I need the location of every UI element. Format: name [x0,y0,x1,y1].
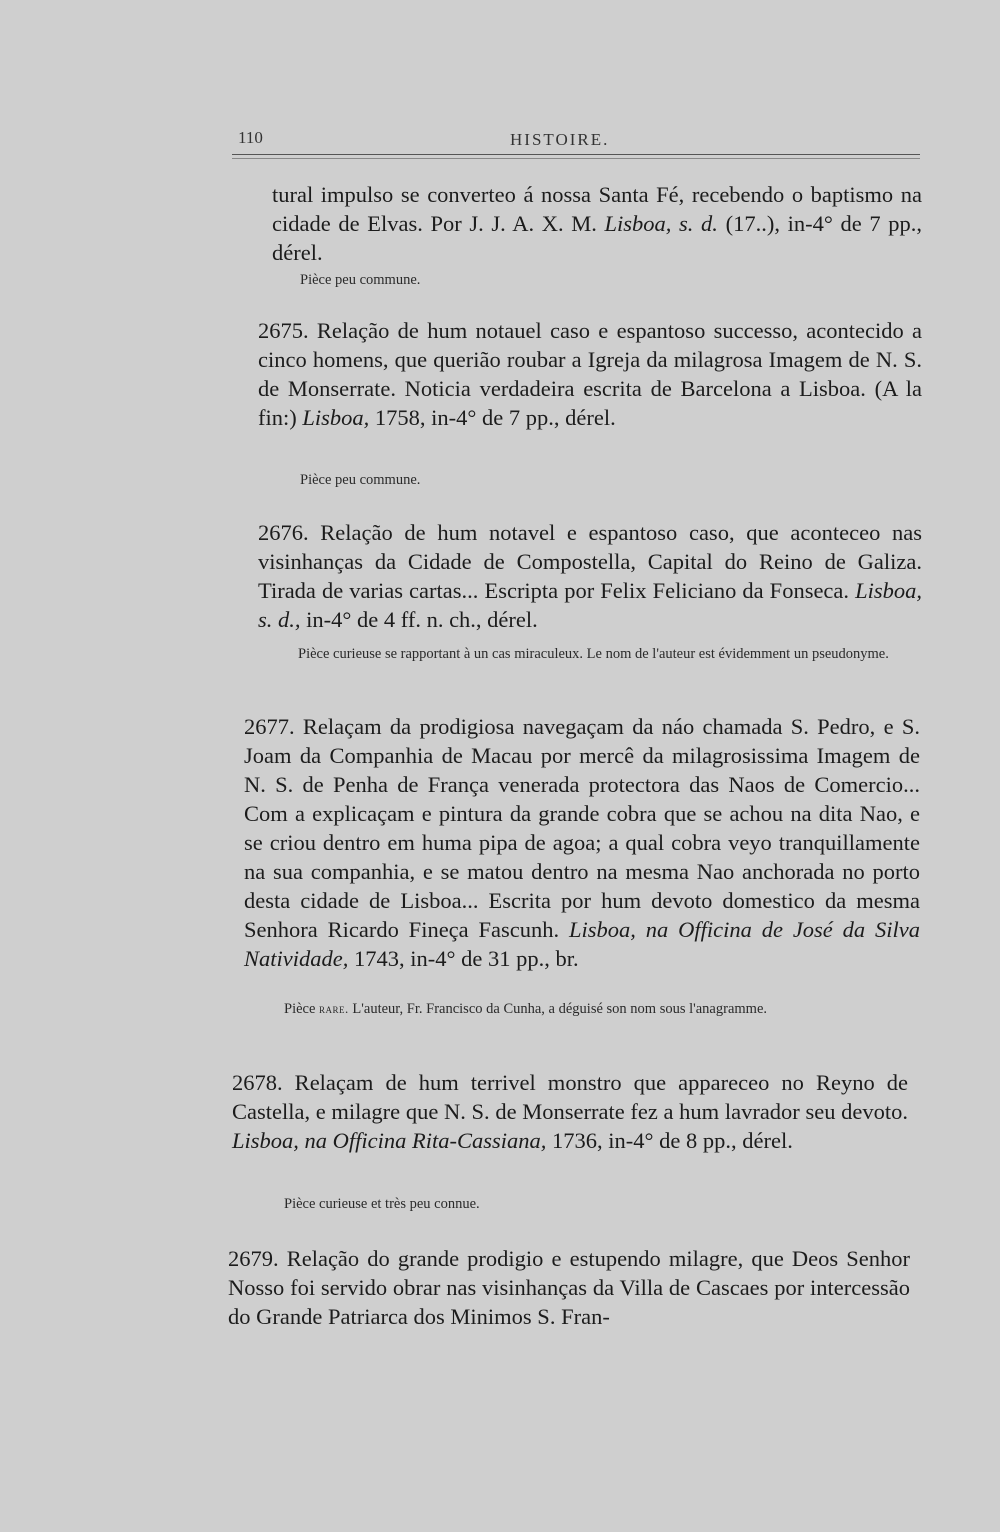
header-rule-secondary [232,158,920,159]
running-title: HISTOIRE. [510,130,610,149]
entry-note: Pièce peu commune. [300,272,421,288]
imprint-italic: Lisboa, [302,405,370,430]
entry-number: 2676. [258,520,309,545]
entry-2675 [258,316,922,432]
entry-number: 2679. [228,1246,279,1271]
entry-note: Pièce curieuse et très peu connue. [284,1196,480,1212]
entry-note: Pièce rare. L'auteur, Fr. Francisco da Cunha, a déguisé son nom sous l'anagramme. [284,1001,768,1017]
entry-text: 2676. Relação de hum notavel e espantoso caso, que aconteceo nas visinhanças da Cidade de Compostella, Capital do Reino de Galiza. Tirada de varias cartas... Escripta por Felix Feliciano da Fonseca. Lisboa, s. d., in-4° de 4 ff. n. ch., dérel. [258,520,922,632]
entry-text: 2678. Relaçam de hum terrivel monstro que appareceo no Reyno de Castella, e milagre que N. S. de Monserrate fez a hum lavrador seu devoto. Lisboa, na Officina Rita-Cassiana, 1736, in-4° de 8 pp., dérel. [232,1070,908,1153]
page-header [232,128,920,162]
rarity-mark: rare. [319,1001,349,1016]
header-rule [232,154,920,155]
entry-2678 [232,1068,908,1155]
entry-number: 2677. [244,714,295,739]
entry-number: 2678. [232,1070,283,1095]
entry-note: Pièce curieuse se rapportant à un cas miraculeux. Le nom de l'auteur est évidemment un pseudonyme. [298,646,889,662]
imprint-italic: Lisboa, s. d., [258,578,922,632]
entry-note: Pièce peu commune. [300,472,421,488]
entry-text: 2679. Relação do grande prodigio e estupendo milagre, que Deos Senhor Nosso foi servido obrar nas visinhanças da Villa de Cascaes por intercessão do Grande Patriarca dos Minimos S. Fran- [228,1246,910,1329]
entry-text: 2677. Relaçam da prodigiosa navegaçam da náo chamada S. Pedro, e S. Joam da Companhia de Macau por mercê da milagrosissima Imagem de N. S. de Penha de França venerada protectora das Naos de Comercio... Com a explicaçam e pintura da grande cobra que se achou na dita Nao, e se criou dentro em huma pipa de agoa; a qual cobra veyo tranquillamente na sua companhia, e se matou dentro na mesma Nao anchorada no porto desta cidade de Lisboa... Escrita por hum devoto domestico da mesma Senhora Ricardo Fineça Fascunh. Lisboa, na Officina de José da Silva Natividade, 1743, in-4° de 31 pp., br. [244,714,921,971]
entry-number: 2675. [258,318,309,343]
entry-2677 [244,712,920,973]
imprint-italic: Lisboa, na Officina de José da Silva Natividade, [244,917,921,971]
page-number: 110 [238,128,263,147]
entry-2679 [228,1244,910,1331]
imprint-italic: Lisboa, na Officina Rita-Cassiana, [232,1128,547,1153]
entry-text: tural impulso se converteo á nossa Santa Fé, recebendo o baptismo na cidade de Elvas. Por J. J. A. X. M. Lisboa, s. d. (17..), in-4° de 7 pp., dérel. [272,182,922,265]
entry-2676 [258,518,922,634]
entry-text: 2675. Relação de hum notauel caso e espantoso successo, acontecido a cinco homens, que querião roubar a Igreja da milagrosa Imagem de N. S. de Monserrate. Noticia verdadeira escrita de Barcelona a Lisboa. (A la fin:) Lisboa, 1758, in-4° de 7 pp., dérel. [258,318,922,430]
entry-continued [272,180,922,267]
imprint-italic: Lisboa, s. d. [604,211,718,236]
